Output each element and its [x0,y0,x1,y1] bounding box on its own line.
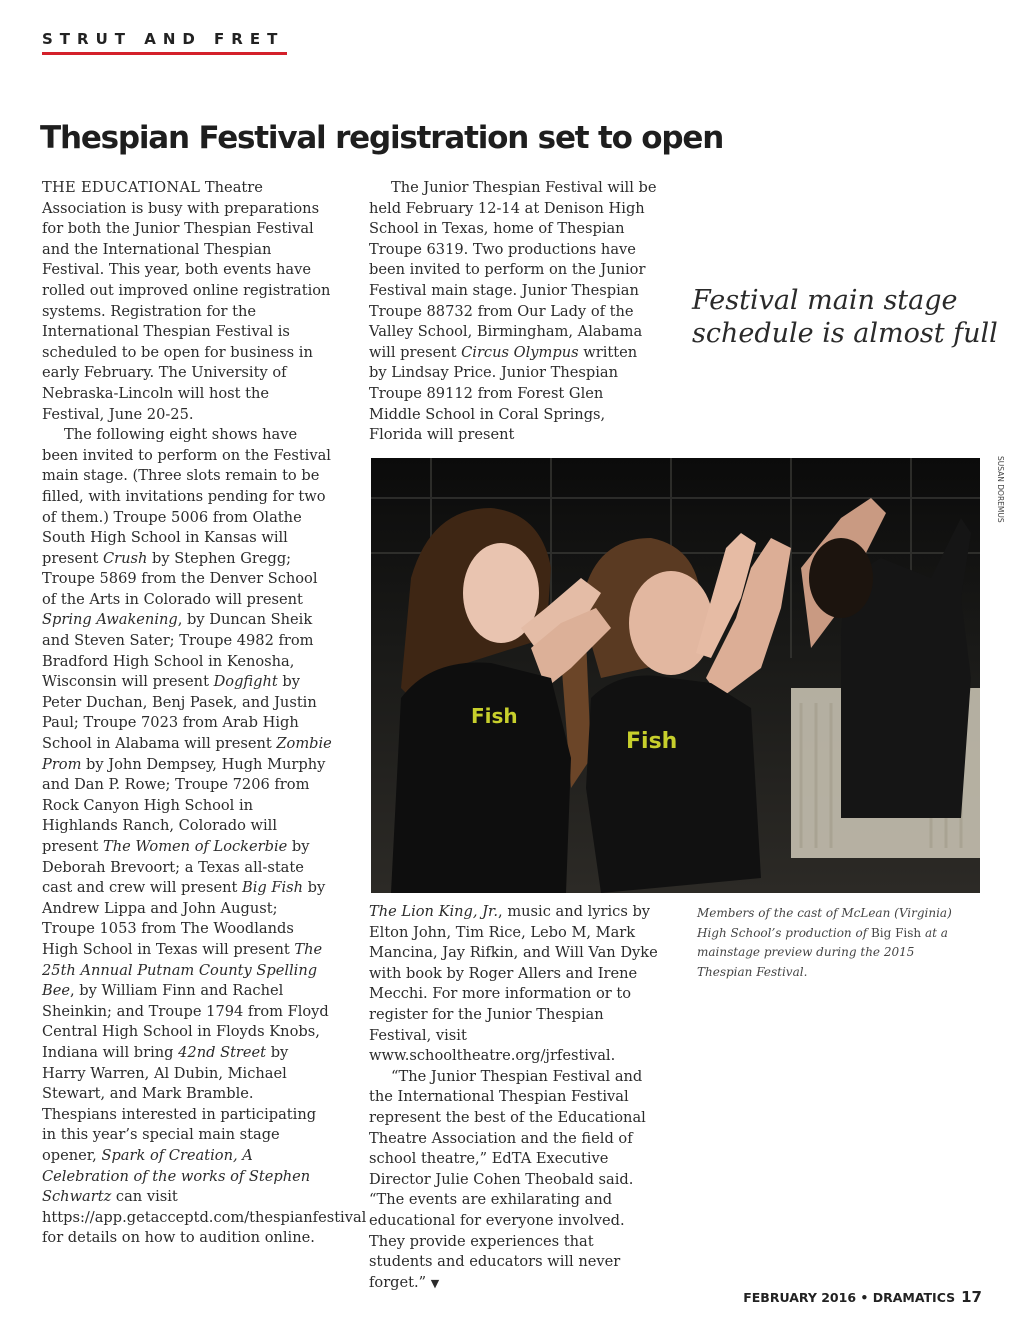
text-run: can visit https://app.getacceptd.com/thespianfestival for details on how to audition online. [42,1188,367,1247]
text-run: by Harry Warren, Al Dubin, Michael Stewart, and Mark Bramble. Thespians interested in participating in this year’s special main stage opener, [42,1043,317,1164]
show-title: 42nd Street [178,1043,267,1061]
performers-illustration [371,458,980,893]
show-title: The 25th Annual Putnam County Spelling Bee [42,940,323,1000]
caption-text: Members of the cast of McLean (Virginia) High School’s production of [697,906,952,940]
kicker-underline [42,52,287,55]
issue-label: FEBRUARY 2016 • DRAMATICS [743,1290,956,1305]
text-run: The Junior Thespian Festival will be held February 12-14 at Denison High School in Texas, home of Thespian Troupe 6319. Two productions have been invited to perform on the Junior Festival main stage. Junior Thespian Troupe 88732 from Our Lady of the Valley School, Birmingham, Alabama will present [369,179,657,361]
show-title: Circus Olympus [461,343,579,361]
show-title: Dogfight [213,673,278,691]
caption-text: at a mainstage preview during the 2015 Thespian Festival. [697,925,948,979]
article-headline: Thespian Festival registration set to open [40,120,724,156]
article-column-3 [369,902,661,1294]
article-column-1 [42,178,367,1249]
shirt-print: Fish [626,729,678,754]
text-run: by Peter Duchan, Benj Pasek, and Justin Paul; Troupe 7023 from Arab High School in Alabama will present [42,673,317,753]
shirt-print: Fish [471,704,518,728]
caption-show-title: Big Fish [870,925,922,940]
text-run: “The Junior Thespian Festival and the International Thespian Festival represent the best of the Educational Theatre Association and the field of school theatre,” EdTA Executive Director Julie Cohen Theobald said. “The events are exhilarating and educational for everyone involved. They provide experiences that students and educators will never forget.” [369,1067,646,1291]
article-column-2 [369,178,657,446]
article-photo [371,458,980,893]
text-run: by Deborah Brevoort; a Texas all-state cast and crew will present [42,838,310,897]
show-title: The Lion King, Jr. [369,903,499,920]
paragraph-3 [369,178,657,446]
photo-credit-text: SUSAN DOREMUS [996,456,1005,523]
end-mark-icon: ▼ [430,1276,440,1290]
lead-in: THE EDUCATIONAL [42,179,201,196]
show-title: Crush [102,549,148,567]
page-number: 17 [961,1288,982,1306]
paragraph-1 [42,178,332,425]
text-run: , by Duncan Sheik and Steven Sater; Troupe 4982 from Bradford High School in Kenosha, Wisconsin will present [42,611,314,691]
show-title: Big Fish [241,879,304,897]
paragraph-4 [369,1067,661,1295]
show-title: The Women of Lockerbie [102,838,288,855]
page-footer [743,1288,982,1306]
paragraph-3-continued [369,902,661,1067]
text-run: The following eight shows have been invited to perform on the Festival main stage. (Three slots remain to be filled, with invitations pending for two of them.) Troupe 5006 from Olathe South High School in Kansas will present [42,426,331,567]
show-title: Zombie Prom [42,735,332,773]
show-title: Spring Awakening [42,611,178,629]
paragraph-2 [42,425,367,1249]
pull-quote: Festival main stage schedule is almost full [692,285,998,349]
text-run: , by William Finn and Rachel Sheinkin; and Troupe 1794 from Floyd Central High School in Floyds Knobs, Indiana will bring [42,982,329,1061]
paragraph-1-text: Theatre Association is busy with preparations for both the Junior Thespian Festival and the International Thespian Festival. This year, both events have rolled out improved online registration systems. Registration for the International Thespian Festival is scheduled to be open for business in early February. The University of Nebraska-Lincoln will host the Festival, June 20-25. [42,179,331,423]
text-run: by Stephen Gregg; Troupe 5869 from the Denver School of the Arts in Colorado will present [42,549,318,608]
section-kicker: STRUT AND FRET [42,30,285,48]
text-run: by John Dempsey, Hugh Murphy and Dan P. Rowe; Troupe 7206 from Rock Canyon High School in Highlands Ranch, Colorado will present [42,755,326,855]
text-run: by Andrew Lippa and John August; Troupe 1053 from The Woodlands High School in Texas will present [42,879,326,958]
show-title: Spark of Creation, A Celebration of the works of Stephen Schwartz [42,1146,311,1206]
photo-caption [697,904,965,982]
text-run: written by Lindsay Price. Junior Thespian Troupe 89112 from Forest Glen Middle School in Coral Springs, Florida will present [369,343,638,444]
text-run: , music and lyrics by Elton John, Tim Rice, Lebo M, Mark Mancina, Jay Rifkin, and Will Van Dyke with book by Roger Allers and Irene Mecchi. For more information or to register for the Junior Thespian Festival, visit www.schooltheatre.org/jrfestival. [369,903,658,1065]
photo-credit [995,456,1005,546]
